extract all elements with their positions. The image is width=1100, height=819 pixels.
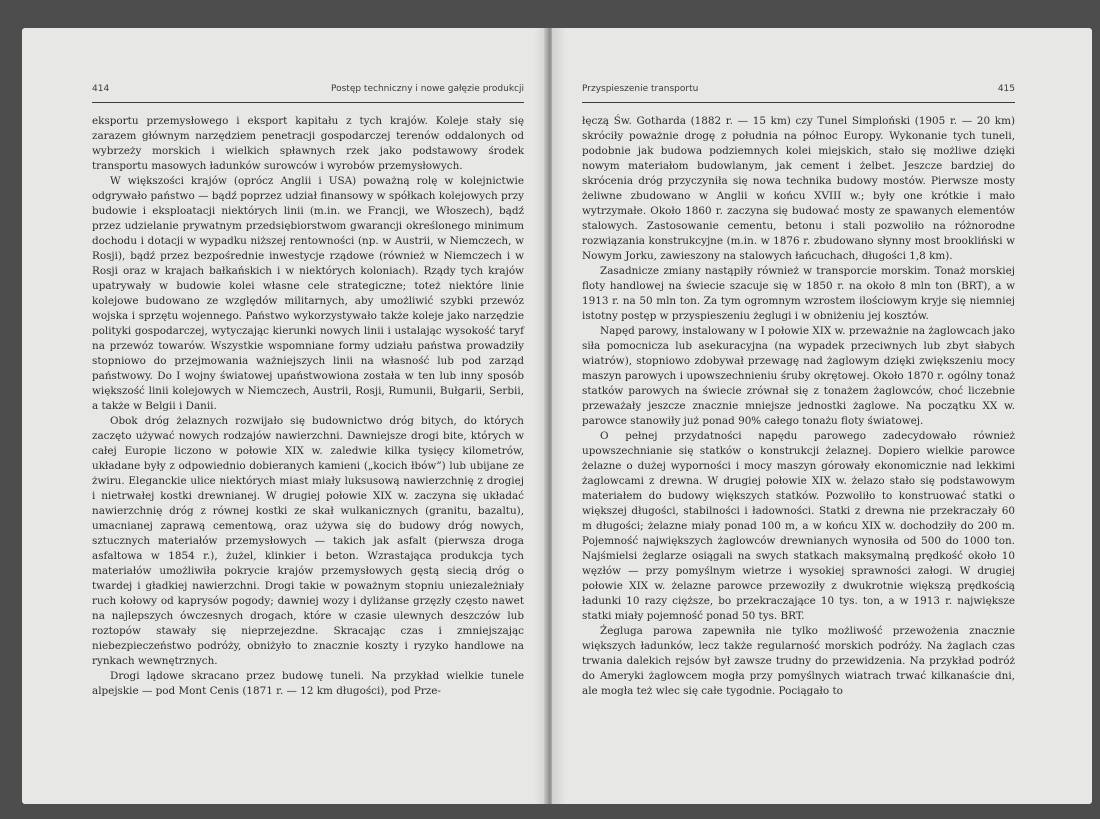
paragraph: eksportu przemysłowego i eksport kapitału z tych krajów. Koleje stały się zarazem głównym narzędziem penetracji gospodarczej terenów oddalonych od wybrzeży morskich i wielkich spławnych rzek jako podstawowy środek transportu masowych ładunków surowców i wyrobów przemysłowych. (92, 115, 524, 172)
paragraph: łęczą Św. Gotharda (1882 r. — 15 km) czy Tunel Simploński (1905 r. — 20 km) skróciły poważnie drogę z południa na północ Europy. Wykonanie tych tuneli, podobnie jak budowa podziemnych kolei miejskich, stało się możliwe dzięki nowym materiałom budowlanym, jak cement i żelbet. Jeszcze bardziej do skrócenia dróg przyczyniła się nowa technika budowy mostów. Pierwsze mosty żeliwne zbudowano w Anglii w końcu XVIII w.; były one krótkie i mało wytrzymałe. Około 1860 r. zaczyna się budować mosty ze spawanych elementów stalowych. Zastosowanie cementu, betonu i stali pozwoliło na różnorodne rozwiązania konstrukcyjne (m.in. w 1876 r. zbudowano słynny most brookliński w Nowym Jorku, zawieszony na stalowych łańcuchach, długości 1,8 km). (582, 115, 1015, 262)
left-running-header (92, 84, 524, 103)
paragraph: Żegluga parowa zapewniła nie tylko możliwość przewożenia znacznie większych ładunków, lecz także regularność morskich podróży. Na żaglach czas trwania dalekich rejsów był zawsze trudny do przewidzenia. Na przykład podróż do Ameryki żaglowcem mogła przy pomyślnych wiatrach trwać kilkanaście dni, ale mogła też wlec się całe tygodnie. Pociągało to (582, 625, 1015, 697)
right-running-title: Przyspieszenie transportu (582, 84, 699, 94)
paragraph: Zasadnicze zmiany nastąpiły również w transporcie morskim. Tonaż morskiej floty handlowej na świecie szacuje się w 1850 r. na około 8 mln ton (BRT), a w 1913 r. na 50 mln ton. Za tym ogromnym wzrostem ilościowym kryje się niemniej istotny postęp w przyspieszeniu żeglugi i w obniżeniu jej kosztów. (582, 265, 1015, 322)
right-page (552, 28, 1092, 804)
gutter-shadow (552, 28, 566, 804)
paragraph: O pełnej przydatności napędu parowego zadecydowało również upowszechnianie się statków o konstrukcji żelaznej. Dopiero wielkie parowce żelazne o dużej wyporności i mocy maszyn górowały ekonomicznie nad lekkimi żaglowcami z drewna. W drugiej połowie XIX w. żelazo stało się podstawowym materiałem do budowy większych statków. Pozwoliło to konstruować statki o większej długości, stabilności i ładowności. Statki z drewna nie przekraczały 60 m długości; żelazne miały ponad 100 m, a w końcu XIX w. dochodziły do 200 m. Pojemność największych żaglowców drewnianych wynosiła od 500 do 1000 ton. Najśmielsi żeglarze osiągali na swych statkach maksymalną prędkość około 10 węzłów — przy pomyślnym wietrze i wysokiej sprawności załogi. W drugiej połowie XIX w. żelazne parowce przewoziły z dwukrotnie większą prędkością ładunki 10 razy cięższe, bo przekraczające 10 tys. ton, a w 1913 r. największe statki miały pojemność ponad 50 tys. BRT. (582, 430, 1015, 622)
left-page (22, 28, 548, 804)
paragraph: Obok dróg żelaznych rozwijało się budownictwo dróg bitych, do których zaczęto używać nowych rodzajów nawierzchni. Dawniejsze drogi bite, których w całej Europie liczono w połowie XIX w. zaledwie kilka tysięcy kilometrów, układane były z odpowiednio dobieranych kamieni („kocich łbów”) lub ubijane ze żwiru. Eleganckie ulice niektórych miast miały luksusową nawierzchnię z drogiej i nietrwałej kostki drewnianej. W drugiej połowie XIX w. zaczyna się układać nawierzchnię dróg z równej kostki ze skał wulkanicznych (granitu, bazaltu), umacnianej zaprawą cementową, oraz używa się do budowy dróg nowych, sztucznych materiałów przemysłowych — takich jak asfalt (pierwsza droga asfaltowa w 1854 r.), żużel, klinkier i beton. Wzrastająca produkcja tych materiałów umożliwiła pokrycie krajów przemysłowych gęstą siecią dróg o twardej i gładkiej nawierzchni. Drogi takie w poważnym stopniu uniezależniały ruch kołowy od kaprysów pogody; dawniej wozy i dyliżanse grzęzły często nawet na najlepszych ówczesnych drogach, które w czasie ulewnych deszczów lub roztopów stawały się nieprzejezdne. Skracając czas i zmniejszając niebezpieczeństwo podróży, obniżyło to znacznie koszty i ryzyko handlowe na rynkach wewnętrznych. (92, 415, 524, 667)
paragraph: Drogi lądowe skracano przez budowę tuneli. Na przykład wielkie tunele alpejskie — pod Mont Cenis (1871 r. — 12 km długości), pod Prze- (92, 670, 524, 697)
paragraph: Napęd parowy, instalowany w I połowie XIX w. przeważnie na żaglowcach jako siła pomocnicza lub asekuracyjna (na wypadek przeciwnych lub zbyt słabych wiatrów), stopniowo zdobywał przewagę nad żaglowym dzięki zwiększeniu mocy maszyn parowych i upowszechnieniu śruby okrętowej. Około 1870 r. ogólny tonaż statków parowych na świecie zrównał się z tonażem żaglowców, choć liczebnie przeważały jeszcze znacznie mniejsze jednostki żaglowe. Na początku XX w. parowce stanowiły już ponad 90% całego tonażu floty światowej. (582, 325, 1015, 427)
paragraph: W większości krajów (oprócz Anglii i USA) poważną rolę w kolejnictwie odgrywało państwo — bądź poprzez udział finansowy w spółkach kolejowych przy budowie i eksploatacji niektórych linii (m.in. we Francji, we Włoszech), bądź przez udzielanie prywatnym przedsiębiorstwom gwarancji określonego minimum dochodu i dotacji w wypadku niższej rentowności (np. w Austrii, w Niemczech, w Rosji), bądź przez bezpośrednie inwestycje rządowe (również w Niemczech i w Rosji oraz w krajach bałkańskich i w niektórych koloniach). Rządy tych krajów upatrywały w budowie kolei własne cele strategiczne; toteż niektóre linie kolejowe budowano ze względów militarnych, aby umożliwić szybki przewóz wojska i sprzętu wojennego. Państwo wykorzystywało także koleje jako narzędzie polityki gospodarczej, wytyczając kierunki nowych linii i ustalając wysokość taryf na przewóz towarów. Wszystkie wspomniane formy udziału państwa prowadziły stopniowo do przejmowania ważniejszych linii na własność lub pod zarząd państwowy. Do I wojny światowej upaństwowiona została w ten lub inny sposób większość linii kolejowych w Niemczech, Austrii, Rosji, Rumunii, Bułgarii, Serbii, a także w Belgii i Danii. (92, 175, 524, 412)
right-running-header (582, 84, 1015, 103)
right-page-body (582, 114, 1015, 699)
left-page-number: 414 (92, 84, 110, 94)
left-page-body (92, 114, 524, 699)
right-page-number: 415 (997, 84, 1015, 94)
left-running-title: Postęp techniczny i nowe gałęzie produkcji (330, 84, 524, 94)
